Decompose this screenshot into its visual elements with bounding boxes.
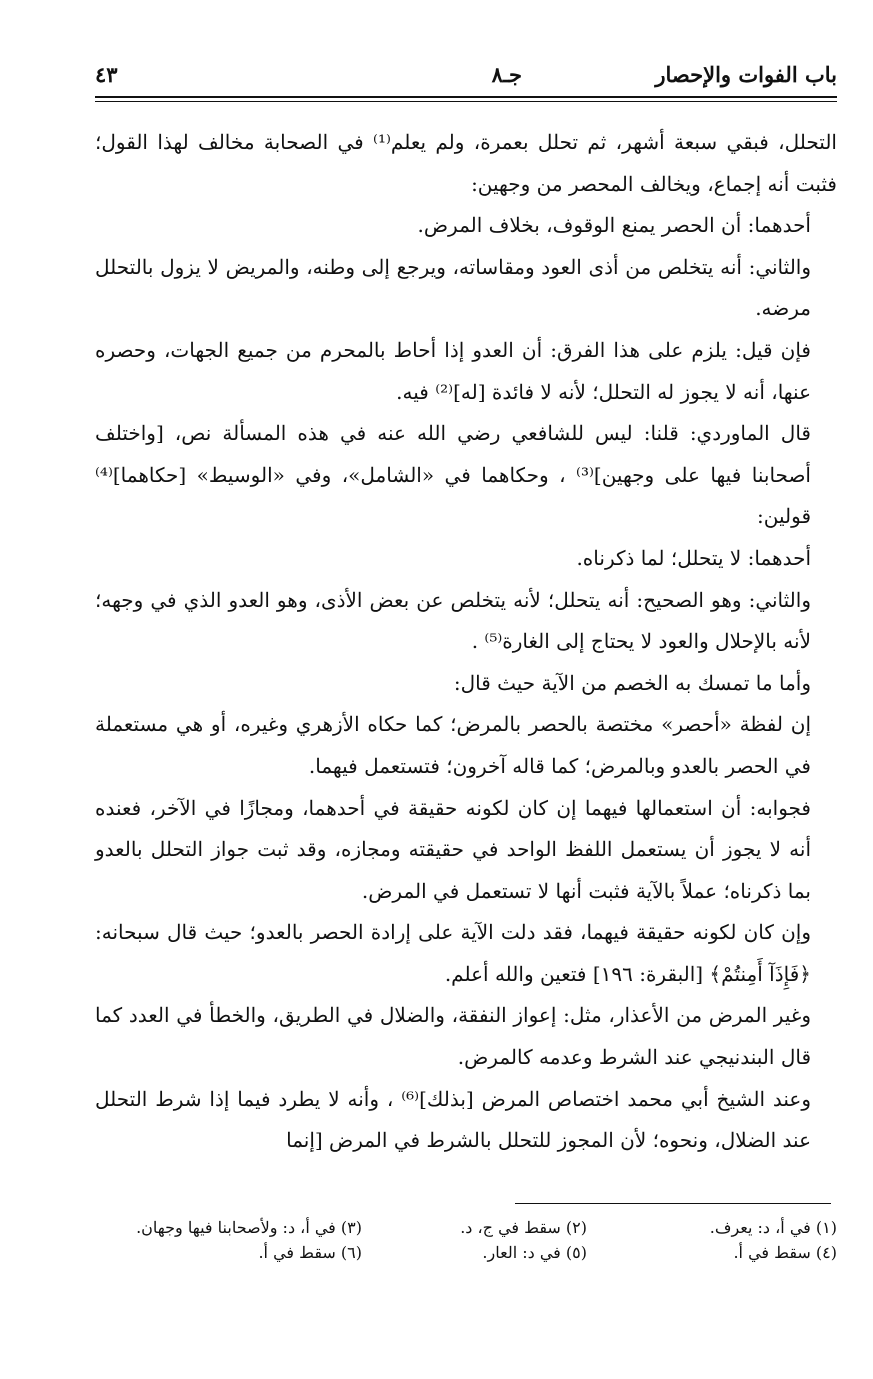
paragraph: فإن قيل: يلزم على هذا الفرق: أن العدو إذا أحاط بالمحرم من جميع الجهات، وحصره عنها، أنه لا يجوز له التحلل؛ لأنه لا فائدة [له]⁽²⁾ فيه. <box>95 337 811 404</box>
footnote: (٢) سقط في ج، د. <box>460 1218 587 1237</box>
footnote: (٣) في أ، د: ولأصحابنا فيها وجهان. <box>136 1218 362 1237</box>
running-header <box>95 52 837 98</box>
paragraph: أحدهما: أن الحصر يمنع الوقوف، بخلاف المرض. <box>417 213 811 238</box>
footnote: (٥) في د: العار. <box>482 1243 587 1262</box>
header-rule <box>95 96 837 98</box>
page-number: ٤٣ <box>95 62 118 87</box>
paragraph: والثاني: وهو الصحيح: أنه يتحلل؛ لأنه يتخلص عن بعض الأذى، وهو العدو الذي في وجهه؛ لأنه بالإحلال والعود لا يحتاج إلى الغارة⁽⁵⁾ . <box>95 587 811 654</box>
chapter-title: باب الفوات والإحصار <box>655 62 837 87</box>
header-rule-thin <box>95 101 837 102</box>
paragraph: أحدهما: لا يتحلل؛ لما ذكرناه. <box>576 545 811 570</box>
paragraph: وعند الشيخ أبي محمد اختصاص المرض [بذلك]⁽⁶⁾ ، وأنه لا يطرد فيما إذا شرط التحلل عند الضلال، ونحوه؛ لأن المجوز للتحلل بالشرط في المرض [إنما <box>95 1086 812 1153</box>
volume-label: جـ٨ <box>491 62 522 87</box>
paragraph: وأما ما تمسك به الخصم من الآية حيث قال: <box>453 670 811 695</box>
footnote: (٦) سقط في أ. <box>258 1243 362 1262</box>
footnote-separator <box>515 1203 831 1204</box>
footnote-row <box>95 1240 837 1265</box>
footnote-row <box>95 1215 837 1240</box>
main-text <box>95 122 837 1162</box>
paragraph: فجوابه: أن استعمالها فيهما إن كان لكونه حقيقة في أحدهما، ومجازًا في الآخر، فعنده أنه لا يجوز أن يستعمل اللفظ الواحد في حقيقته ومجازه، وقد ثبت جواز التحلل بالعدو بما ذكرناه؛ عملاً بالآية فثبت أنها لا تستعمل في المرض. <box>95 795 811 903</box>
paragraph: قال الماوردي: قلنا: ليس للشافعي رضي الله عنه في هذه المسألة نص، [واختلف أصحابنا فيها على وجهين]⁽³⁾ ، وحكاهما في «الشامل»، وفي «الوسيط» [حكاهما]⁽⁴⁾ قولين: <box>95 421 811 529</box>
paragraph: وغير المرض من الأعذار، مثل: إعواز النفقة، والضلال في الطريق، والخطأ في العدد كما قال البندنيجي عند الشرط وعدمه كالمرض. <box>95 1003 811 1070</box>
footnote: (٤) سقط في أ. <box>733 1243 837 1262</box>
paragraph: التحلل، فبقي سبعة أشهر، ثم تحلل بعمرة، ولم يعلم⁽¹⁾ في الصحابة مخالف لهذا القول؛ فثبت أنه إجماع، ويخالف المحصر من وجهين: <box>95 130 837 196</box>
paragraph: وإن كان لكونه حقيقة فيهما، فقد دلت الآية على إرادة الحصر بالعدو؛ حيث قال سبحانه: ﴿فَإِذَآ أَمِنتُمْ﴾ [البقرة: ١٩٦] فتعين والله أعلم. <box>95 920 811 986</box>
paragraph: والثاني: أنه يتخلص من أذى العود ومقاساته، ويرجع إلى وطنه، والمريض لا يزول بالتحلل مرضه. <box>95 254 811 321</box>
paragraph: إن لفظة «أحصر» مختصة بالحصر بالمرض؛ كما حكاه الأزهري وغيره، أو هي مستعملة في الحصر بالعدو وبالمرض؛ كما قاله آخرون؛ فتستعمل فيهما. <box>95 712 811 778</box>
footnotes <box>95 1215 837 1265</box>
footnote: (١) في أ، د: يعرف. <box>709 1218 837 1237</box>
